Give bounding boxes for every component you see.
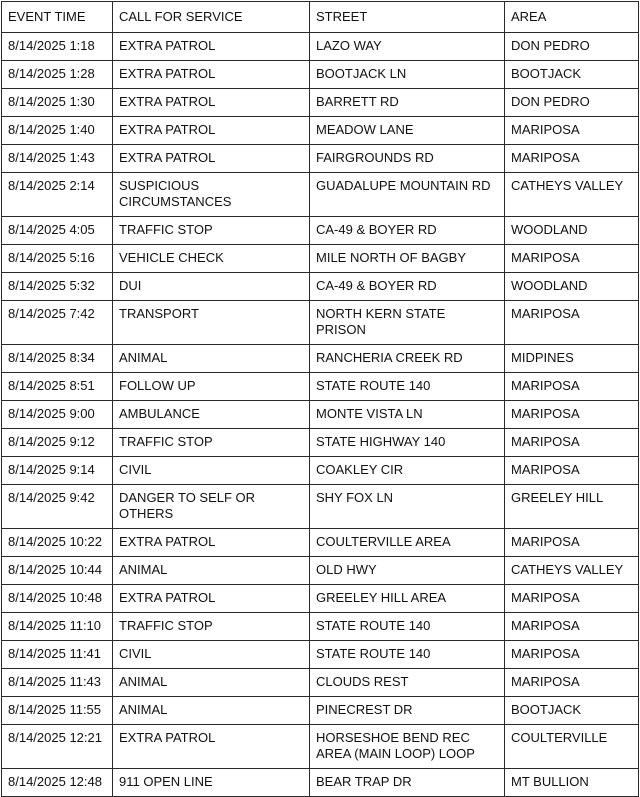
cell-area: DON PEDRO: [505, 33, 639, 61]
table-row: [2, 89, 639, 117]
cell-event-time: 8/14/2025 1:18: [2, 33, 113, 61]
cell-call-for-service: 911 OPEN LINE: [113, 769, 310, 797]
cell-street: CA-49 & BOYER RD: [310, 217, 505, 245]
cell-event-time: 8/14/2025 2:14: [2, 173, 113, 217]
table-row: [2, 173, 639, 217]
table-row: [2, 585, 639, 613]
cell-event-time: 8/14/2025 5:32: [2, 273, 113, 301]
table-row: [2, 345, 639, 373]
cell-area: DON PEDRO: [505, 89, 639, 117]
cell-call-for-service: VEHICLE CHECK: [113, 245, 310, 273]
cell-event-time: 8/14/2025 8:51: [2, 373, 113, 401]
cell-call-for-service: DUI: [113, 273, 310, 301]
cell-street: CLOUDS REST: [310, 669, 505, 697]
table-row: [2, 373, 639, 401]
cell-event-time: 8/14/2025 11:43: [2, 669, 113, 697]
cell-event-time: 8/14/2025 9:42: [2, 485, 113, 529]
cell-area: MARIPOSA: [505, 585, 639, 613]
cell-street: STATE ROUTE 140: [310, 373, 505, 401]
cell-call-for-service: AMBULANCE: [113, 401, 310, 429]
cell-street: GUADALUPE MOUNTAIN RD: [310, 173, 505, 217]
table-row: [2, 697, 639, 725]
header-row: [2, 2, 639, 33]
cell-area: MARIPOSA: [505, 529, 639, 557]
cell-area: COULTERVILLE: [505, 725, 639, 769]
cell-call-for-service: EXTRA PATROL: [113, 89, 310, 117]
cell-area: MARIPOSA: [505, 245, 639, 273]
table-row: [2, 457, 639, 485]
cell-call-for-service: ANIMAL: [113, 345, 310, 373]
table-row: [2, 33, 639, 61]
header-call-for-service: CALL FOR SERVICE: [113, 2, 310, 33]
cell-event-time: 8/14/2025 1:28: [2, 61, 113, 89]
cell-call-for-service: ANIMAL: [113, 557, 310, 585]
cell-area: MARIPOSA: [505, 613, 639, 641]
table-row: [2, 145, 639, 173]
cell-event-time: 8/14/2025 12:21: [2, 725, 113, 769]
cell-event-time: 8/14/2025 4:05: [2, 217, 113, 245]
table-row: [2, 429, 639, 457]
cell-street: BEAR TRAP DR: [310, 769, 505, 797]
cell-area: MARIPOSA: [505, 429, 639, 457]
cell-area: GREELEY HILL: [505, 485, 639, 529]
cell-street: BOOTJACK LN: [310, 61, 505, 89]
cell-call-for-service: EXTRA PATROL: [113, 145, 310, 173]
table-row: [2, 557, 639, 585]
cell-event-time: 8/14/2025 5:16: [2, 245, 113, 273]
cell-call-for-service: DANGER TO SELF OR OTHERS: [113, 485, 310, 529]
table-row: [2, 273, 639, 301]
cell-street: MONTE VISTA LN: [310, 401, 505, 429]
cell-event-time: 8/14/2025 1:30: [2, 89, 113, 117]
cell-area: BOOTJACK: [505, 697, 639, 725]
table-row: [2, 217, 639, 245]
cell-street: FAIRGROUNDS RD: [310, 145, 505, 173]
cell-street: LAZO WAY: [310, 33, 505, 61]
cell-area: MARIPOSA: [505, 373, 639, 401]
cell-area: CATHEYS VALLEY: [505, 557, 639, 585]
cell-event-time: 8/14/2025 1:40: [2, 117, 113, 145]
table-row: [2, 485, 639, 529]
cell-call-for-service: TRAFFIC STOP: [113, 613, 310, 641]
cell-area: MARIPOSA: [505, 401, 639, 429]
cell-area: MARIPOSA: [505, 457, 639, 485]
table-row: [2, 245, 639, 273]
cell-street: CA-49 & BOYER RD: [310, 273, 505, 301]
cell-street: MILE NORTH OF BAGBY: [310, 245, 505, 273]
cell-area: MT BULLION: [505, 769, 639, 797]
cell-area: BOOTJACK: [505, 61, 639, 89]
header-street: STREET: [310, 2, 505, 33]
cell-call-for-service: EXTRA PATROL: [113, 725, 310, 769]
table-row: [2, 669, 639, 697]
table-row: [2, 613, 639, 641]
cell-event-time: 8/14/2025 1:43: [2, 145, 113, 173]
cell-area: WOODLAND: [505, 217, 639, 245]
cell-call-for-service: CIVIL: [113, 457, 310, 485]
cell-event-time: 8/14/2025 11:55: [2, 697, 113, 725]
cell-street: RANCHERIA CREEK RD: [310, 345, 505, 373]
cell-area: MARIPOSA: [505, 641, 639, 669]
cell-area: MARIPOSA: [505, 301, 639, 345]
table-row: [2, 301, 639, 345]
cell-street: STATE ROUTE 140: [310, 641, 505, 669]
cell-call-for-service: ANIMAL: [113, 697, 310, 725]
table-header: [2, 2, 639, 33]
table-body: [2, 33, 639, 797]
cell-event-time: 8/14/2025 11:10: [2, 613, 113, 641]
header-area: AREA: [505, 2, 639, 33]
cell-area: MIDPINES: [505, 345, 639, 373]
cell-event-time: 8/14/2025 8:34: [2, 345, 113, 373]
cell-area: CATHEYS VALLEY: [505, 173, 639, 217]
cell-street: PINECREST DR: [310, 697, 505, 725]
cell-call-for-service: TRAFFIC STOP: [113, 429, 310, 457]
cell-call-for-service: SUSPICIOUS CIRCUMSTANCES: [113, 173, 310, 217]
cell-street: SHY FOX LN: [310, 485, 505, 529]
cell-call-for-service: EXTRA PATROL: [113, 117, 310, 145]
cell-call-for-service: EXTRA PATROL: [113, 33, 310, 61]
cell-event-time: 8/14/2025 7:42: [2, 301, 113, 345]
cell-call-for-service: TRANSPORT: [113, 301, 310, 345]
cell-call-for-service: EXTRA PATROL: [113, 61, 310, 89]
cell-call-for-service: ANIMAL: [113, 669, 310, 697]
cell-call-for-service: FOLLOW UP: [113, 373, 310, 401]
cell-event-time: 8/14/2025 10:48: [2, 585, 113, 613]
table-row: [2, 725, 639, 769]
call-log-table: [1, 1, 639, 797]
cell-street: MEADOW LANE: [310, 117, 505, 145]
cell-event-time: 8/14/2025 10:44: [2, 557, 113, 585]
cell-call-for-service: EXTRA PATROL: [113, 585, 310, 613]
table-row: [2, 769, 639, 797]
cell-event-time: 8/14/2025 12:48: [2, 769, 113, 797]
cell-call-for-service: CIVIL: [113, 641, 310, 669]
cell-call-for-service: TRAFFIC STOP: [113, 217, 310, 245]
cell-street: STATE ROUTE 140: [310, 613, 505, 641]
cell-street: HORSESHOE BEND REC AREA (MAIN LOOP) LOOP: [310, 725, 505, 769]
cell-call-for-service: EXTRA PATROL: [113, 529, 310, 557]
cell-street: NORTH KERN STATE PRISON: [310, 301, 505, 345]
cell-street: OLD HWY: [310, 557, 505, 585]
cell-event-time: 8/14/2025 9:00: [2, 401, 113, 429]
cell-area: MARIPOSA: [505, 117, 639, 145]
cell-event-time: 8/14/2025 9:12: [2, 429, 113, 457]
table-row: [2, 529, 639, 557]
table-row: [2, 117, 639, 145]
cell-area: MARIPOSA: [505, 145, 639, 173]
cell-street: BARRETT RD: [310, 89, 505, 117]
table-row: [2, 61, 639, 89]
cell-area: WOODLAND: [505, 273, 639, 301]
cell-event-time: 8/14/2025 10:22: [2, 529, 113, 557]
cell-street: STATE HIGHWAY 140: [310, 429, 505, 457]
cell-street: GREELEY HILL AREA: [310, 585, 505, 613]
cell-street: COAKLEY CIR: [310, 457, 505, 485]
table-row: [2, 641, 639, 669]
cell-street: COULTERVILLE AREA: [310, 529, 505, 557]
cell-event-time: 8/14/2025 9:14: [2, 457, 113, 485]
cell-event-time: 8/14/2025 11:41: [2, 641, 113, 669]
header-event-time: EVENT TIME: [2, 2, 113, 33]
cell-area: MARIPOSA: [505, 669, 639, 697]
table-row: [2, 401, 639, 429]
